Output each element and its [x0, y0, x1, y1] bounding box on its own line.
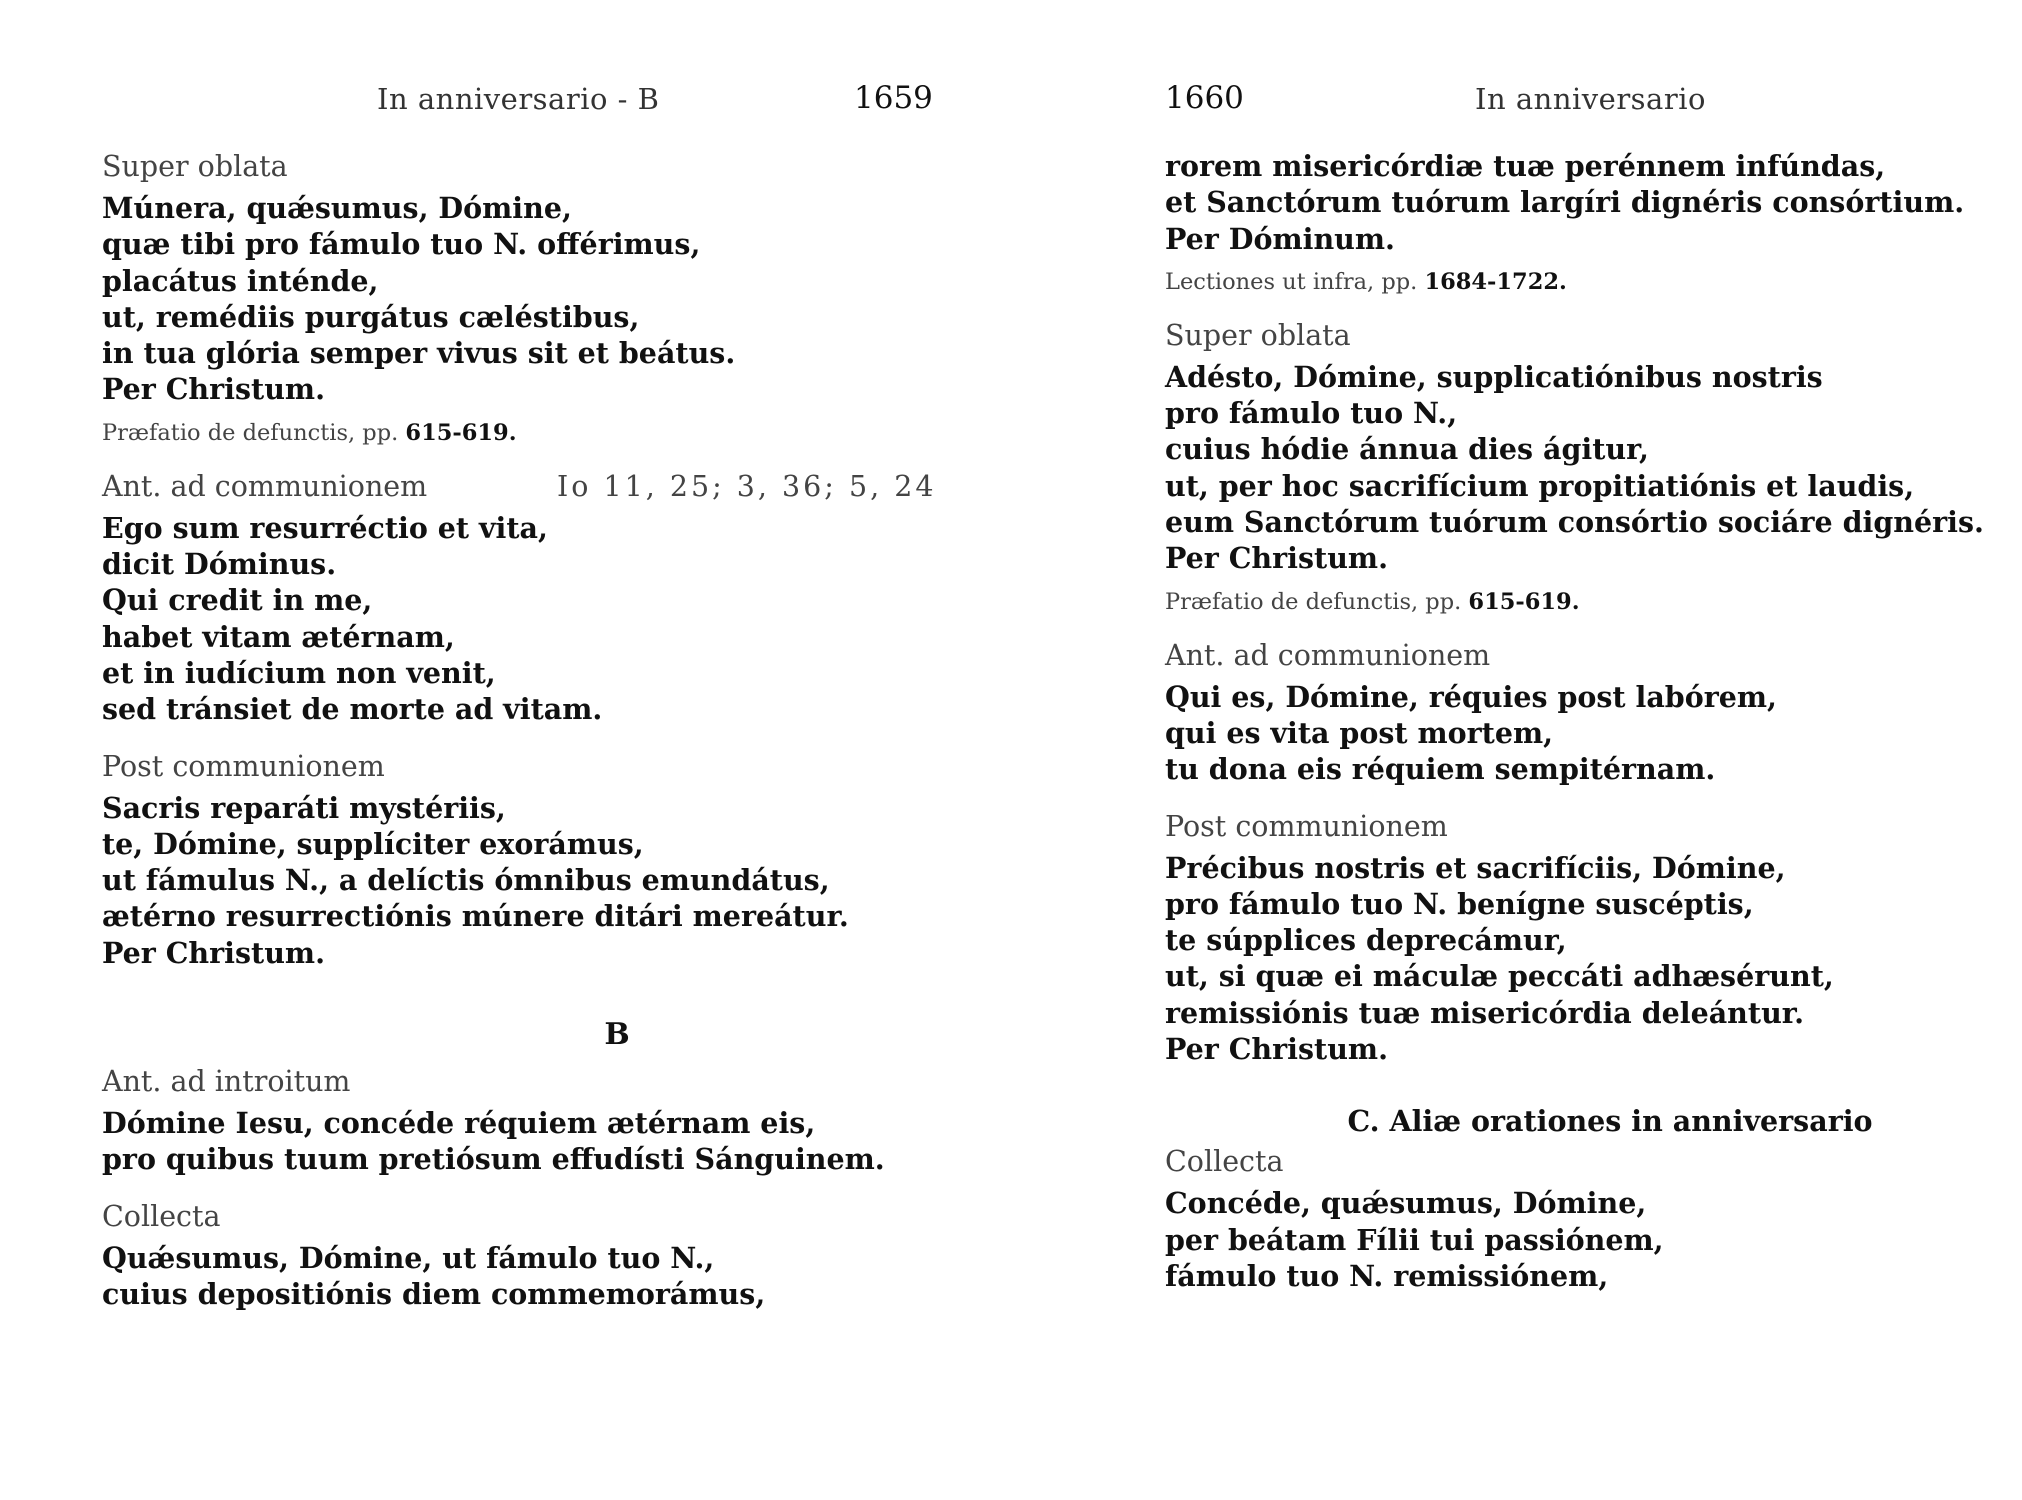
- text-line: pro fámulo tuo N.,: [1165, 396, 1458, 431]
- praefatio-text: Præfatio de defunctis, pp.: [102, 419, 406, 446]
- text-line: quæ tibi pro fámulo tuo N. offérimus,: [102, 227, 701, 262]
- text-line: per beátam Fílii tui passiónem,: [1165, 1222, 1664, 1257]
- text-line: Sacris reparáti mystériis,: [102, 790, 506, 825]
- running-head: In anniversario - B: [377, 82, 660, 116]
- text-line: Per Christum.: [1165, 541, 1388, 576]
- text-line: ætérno resurrectiónis múnere ditári mereátur.: [102, 899, 849, 934]
- text-line: dicit Dóminus.: [102, 547, 337, 582]
- ant-communionem-label: [102, 468, 937, 506]
- text-line: Per Christum.: [102, 935, 325, 970]
- praefatio-pages: 615-619.: [405, 419, 517, 446]
- post-communionem-label: Post communionem: [102, 749, 385, 783]
- text-line: pro quibus tuum pretiósum effudísti Sánguinem.: [102, 1142, 885, 1177]
- ant-communionem-text: [1165, 679, 1925, 788]
- text-line: Dómine Iesu, concéde réquiem ætérnam eis,: [102, 1106, 816, 1141]
- praefatio-pages: 615-619.: [1468, 588, 1580, 615]
- ant-introitum-label: Ant. ad introitum: [102, 1065, 351, 1099]
- text-line: placátus inténde,: [102, 263, 379, 298]
- text-line: Ego sum resurréctio et vita,: [102, 510, 548, 545]
- right-page: [1165, 0, 1984, 1500]
- text-line: et in iudícium non venit,: [102, 655, 496, 690]
- text-line: Précibus nostris et sacrifíciis, Dómine,: [1165, 850, 1786, 885]
- text-line: cuius hódie ánnua dies ágitur,: [1165, 432, 1649, 467]
- left-page-content: [102, 148, 937, 1312]
- right-page-content: [1165, 148, 1984, 1294]
- post-communionem-text: [1165, 850, 1925, 1068]
- ant-communionem-text: [102, 510, 932, 728]
- section-letter: B: [604, 1017, 630, 1053]
- ant-communionem-title: Ant. ad communionem: [102, 469, 428, 503]
- ant-communionem-label: Ant. ad communionem: [1165, 638, 1491, 672]
- collecta-text: [1165, 1185, 1925, 1294]
- super-oblata-text: [102, 190, 932, 408]
- text-line: eum Sanctórum tuórum consórtio sociáre dignéris.: [1165, 505, 1984, 540]
- text-line: Múnera, quǽsumus, Dómine,: [102, 191, 572, 225]
- text-line: ut, remédiis purgátus cæléstibus,: [102, 299, 640, 334]
- praefatio-text: Præfatio de defunctis, pp.: [1165, 588, 1469, 615]
- text-line: Per Christum.: [1165, 1032, 1388, 1067]
- text-line: te súpplices deprecámur,: [1165, 923, 1567, 958]
- collecta-label: Collecta: [1165, 1145, 1284, 1179]
- text-line: remissiónis tuæ misericórdia deleántur.: [1165, 995, 1805, 1030]
- text-line: pro fámulo tuo N. benígne suscéptis,: [1165, 886, 1754, 921]
- section-heading: C. Aliæ orationes in anniversario: [1347, 1104, 1873, 1139]
- text-line: Qui credit in me,: [102, 583, 373, 618]
- continuation-text: [1165, 148, 1965, 257]
- super-oblata-text: [1165, 359, 1984, 577]
- text-line: ut, per hoc sacrifícium propitiatiónis et laudis,: [1165, 468, 1915, 503]
- praefatio-rubric: [1165, 587, 1925, 617]
- text-line: et Sanctórum tuórum largíri dignéris consórtium.: [1165, 185, 1965, 220]
- super-oblata-label: Super oblata: [102, 150, 288, 183]
- post-communionem-text: [102, 790, 932, 971]
- scripture-reference: Io 11, 25; 3, 36; 5, 24: [557, 469, 937, 503]
- praefatio-rubric: [102, 418, 932, 448]
- collecta-text: [102, 1240, 932, 1313]
- text-line: tu dona eis réquiem sempitérnam.: [1165, 752, 1716, 787]
- text-line: in tua glória semper vivus sit et beátus.: [102, 336, 736, 371]
- text-line: fámulo tuo N. remissiónem,: [1165, 1258, 1609, 1293]
- text-line: qui es vita post mortem,: [1165, 715, 1554, 750]
- text-line: ut fámulus N., a delíctis ómnibus emundátus,: [102, 863, 830, 898]
- text-line: habet vitam ætérnam,: [102, 619, 455, 654]
- text-line: rorem misericórdiæ tuæ perénnem infúndas,: [1165, 149, 1886, 183]
- text-line: sed tránsiet de morte ad vitam.: [102, 692, 603, 727]
- text-line: cuius depositiónis diem commemorámus,: [102, 1276, 766, 1311]
- text-line: te, Dómine, supplíciter exorámus,: [102, 826, 644, 861]
- super-oblata-label: Super oblata: [1165, 318, 1351, 352]
- left-page: [102, 0, 937, 1500]
- text-line: Concéde, quǽsumus, Dómine,: [1165, 1186, 1647, 1221]
- lectiones-pages: 1684-1722.: [1424, 268, 1567, 295]
- page-number: 1660: [1165, 80, 1244, 116]
- text-line: Adésto, Dómine, supplicatiónibus nostris: [1165, 359, 1823, 394]
- running-head: In anniversario: [1475, 82, 1706, 116]
- text-line: Per Christum.: [102, 372, 325, 407]
- lectiones-rubric: [1165, 267, 1925, 297]
- page-number: 1659: [854, 80, 933, 116]
- text-line: ut, si quæ ei máculæ peccáti adhæsérunt,: [1165, 959, 1834, 994]
- collecta-label: Collecta: [102, 1199, 221, 1233]
- ant-introitum-text: [102, 1105, 932, 1178]
- text-line: Per Dóminum.: [1165, 221, 1395, 256]
- post-communionem-label: Post communionem: [1165, 809, 1448, 843]
- text-line: Quǽsumus, Dómine, ut fámulo tuo N.,: [102, 1240, 715, 1275]
- text-line: Qui es, Dómine, réquies post labórem,: [1165, 679, 1777, 714]
- lectiones-text: Lectiones ut infra, pp.: [1165, 268, 1425, 295]
